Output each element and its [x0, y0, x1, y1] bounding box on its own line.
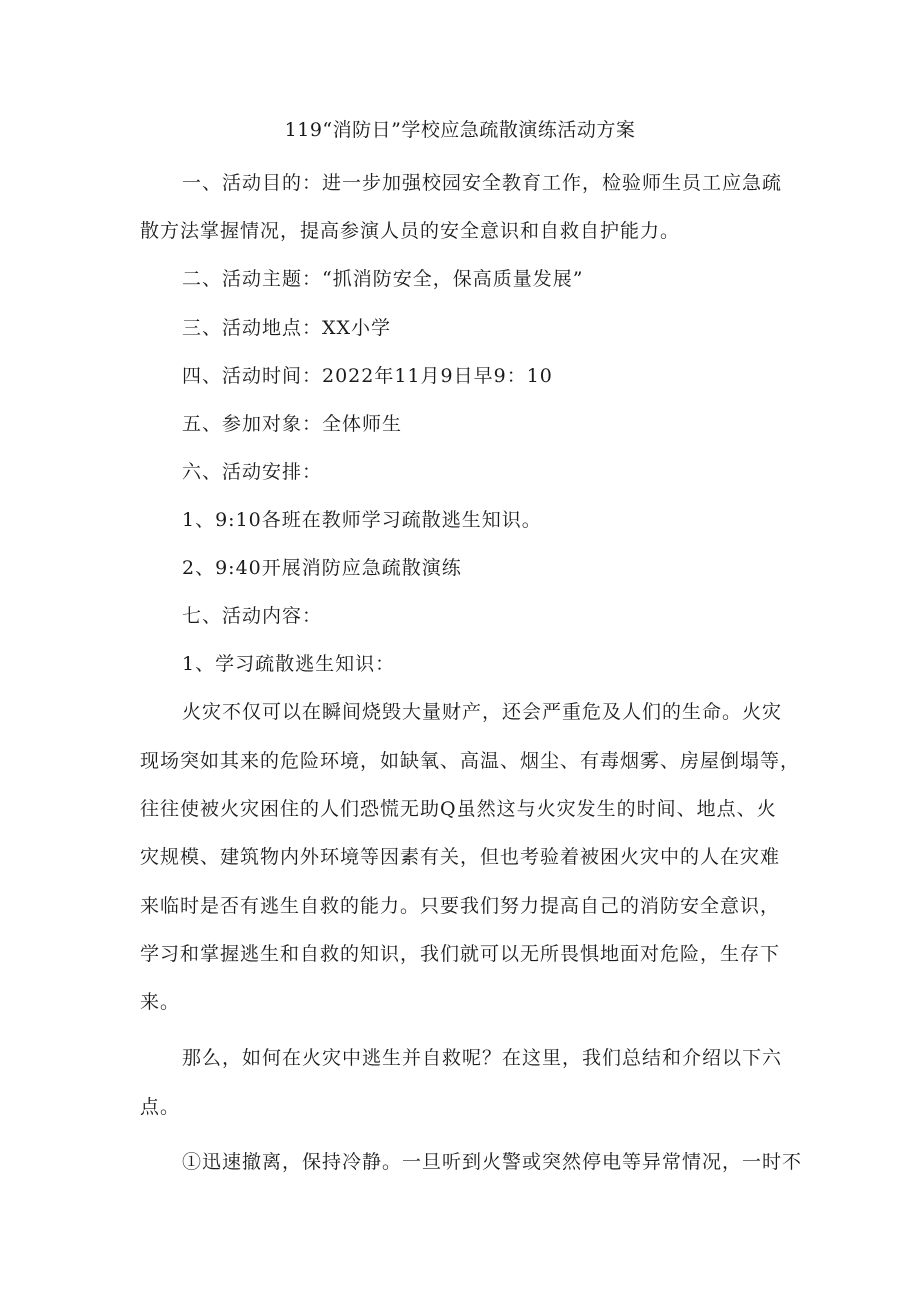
- paragraph1-line-4: 灾规模、建筑物内外环境等因素有关，但也考验着被困火灾中的人在灾难: [140, 846, 781, 868]
- paragraph1-line-6: 学习和掌握逃生和自救的知识，我们就可以无所畏惧地面对危险，生存下: [140, 943, 781, 965]
- document-title: 119“消防日”学校应急疏散演练活动方案: [284, 119, 636, 141]
- content-heading: 七、活动内容：: [182, 605, 323, 627]
- arrangement-item-1: 1、9:10各班在教师学习疏散逃生知识。: [182, 509, 542, 531]
- paragraph2-line-2: 点。: [140, 1096, 181, 1118]
- arrangement-heading: 六、活动安排：: [182, 461, 323, 483]
- paragraph3-line-1: ①迅速撤离，保持冷静。一旦听到火警或突然停电等异常情况，一时不: [182, 1151, 803, 1173]
- participants-line: 五、参加对象：全体师生: [182, 413, 403, 435]
- theme-line: 二、活动主题：“抓消防安全，保高质量发展”: [182, 268, 584, 290]
- purpose-line-1: 一、活动目的：进一步加强校园安全教育工作，检验师生员工应急疏: [182, 172, 783, 194]
- arrangement-item-2: 2、9:40开展消防应急疏散演练: [182, 557, 462, 579]
- content-subheading: 1、学习疏散逃生知识：: [182, 653, 396, 675]
- location-line: 三、活动地点：XX小学: [182, 317, 392, 339]
- paragraph1-line-2: 现场突如其来的危险环境，如缺氧、高温、烟尘、有毒烟雾、房屋倒塌等，: [140, 750, 801, 772]
- paragraph1-line-7: 来。: [140, 991, 181, 1013]
- paragraph1-line-3: 往往使被火灾困住的人们恐慌无助Q虽然这与火灾发生的时间、地点、火: [140, 798, 777, 820]
- time-line: 四、活动时间：2022年11月9日早9：10: [182, 365, 553, 387]
- purpose-line-2: 散方法掌握情况，提高参演人员的安全意识和自救自护能力。: [140, 220, 681, 242]
- paragraph1-line-1: 火灾不仅可以在瞬间烧毁大量财产，还会严重危及人们的生命。火灾: [182, 701, 783, 723]
- paragraph1-line-5: 来临时是否有逃生自救的能力。只要我们努力提高自己的消防安全意识，: [140, 895, 781, 917]
- paragraph2-line-1: 那么，如何在火灾中逃生并自救呢？在这里，我们总结和介绍以下六: [182, 1047, 783, 1069]
